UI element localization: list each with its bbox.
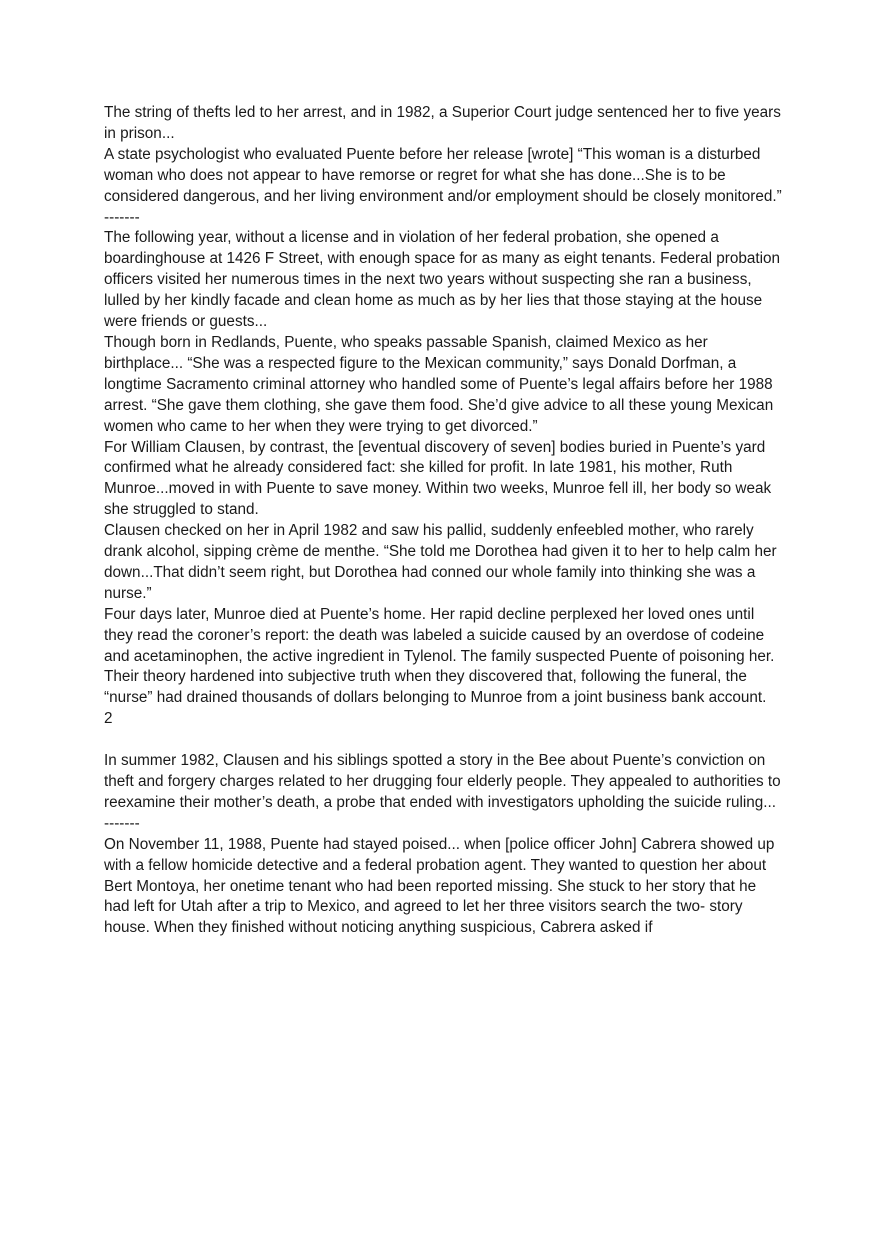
paragraph-boardinghouse: The following year, without a license and in violation of her federal probation, she opened a boardinghouse at 1426 F Street, with enough space for as many as eight tenants. Federal probation officers visited her numerous times in the next two years without suspecting she ran a business, lulled by her kindly facade and clean home as much as by her lies that those staying at the house were friends or guests... xyxy=(104,229,781,331)
paragraph-psychologist: A state psychologist who evaluated Puente before her release [wrote] “This woman is a disturbed woman who does not appear to have remorse or regret for what she has done...She is to be considered dangerous, and her living environment and/or employment should be closely monitored.” xyxy=(104,145,782,205)
paragraph-november-1988: On November 11, 1988, Puente had stayed poised... when [police officer John] Cabrera showed up with a fellow homicide detective and a federal probation agent. They wanted to question her about Bert Montoya, her onetime tenant who had been reported missing. She stuck to her story that he had left for Utah after a trip to Mexico, and agreed to let her three visitors search the two- story house. When they finished without noticing anything suspicious, Cabrera asked if xyxy=(104,835,775,937)
section-separator: ------- xyxy=(104,814,140,832)
paragraph-redlands: Though born in Redlands, Puente, who speaks passable Spanish, claimed Mexico as her birthplace... “She was a respected figure to the Mexican community,” says Donald Dorfman, a longtime Sacramento criminal attorney who handled some of Puente’s legal affairs before her 1988 arrest. “She gave them clothing, she gave them food. She’d give advice to all these young Mexican women who came to her when they were trying to get divorced.” xyxy=(104,333,774,435)
section-separator: ------- xyxy=(104,208,140,226)
page-break-gap xyxy=(104,730,784,751)
document-body xyxy=(104,103,784,939)
paragraph-april-1982: Clausen checked on her in April 1982 and saw his pallid, suddenly enfeebled mother, who rarely drank alcohol, sipping crème de menthe. “She told me Dorothea had given it to her to help calm her down...That didn’t seem right, but Dorothea had conned our whole family into thinking she was a nurse.” xyxy=(104,522,777,602)
paragraph-sentencing: The string of thefts led to her arrest, and in 1982, a Superior Court judge sentenced her to five years in prison... xyxy=(104,104,781,142)
paragraph-clausen: For William Clausen, by contrast, the [eventual discovery of seven] bodies buried in Puente’s yard confirmed what he already considered fact: she killed for profit. In late 1981, his mother, Ruth Munroe...moved in with Puente to save money. Within two weeks, Munroe fell ill, her body so weak she struggled to stand. xyxy=(104,438,772,519)
paragraph-munroe-death: Four days later, Munroe died at Puente’s home. Her rapid decline perplexed her loved ones until they read the coroner’s report: the death was labeled a suicide caused by an overdose of codeine and acetaminophen, the active ingredient in Tylenol. The family suspected Puente of poisoning her. Their theory hardened into subjective truth when they discovered that, following the funeral, the “nurse” had drained thousands of dollars belonging to Munroe from a joint business bank account. xyxy=(104,605,775,707)
page-number: 2 xyxy=(104,710,113,728)
paragraph-summer-1982: In summer 1982, Clausen and his siblings spotted a story in the Bee about Puente’s conviction on theft and forgery charges related to her drugging four elderly people. They appealed to authorities to reexamine their mother’s death, a probe that ended with investigators upholding the suicide ruling... xyxy=(104,752,781,811)
